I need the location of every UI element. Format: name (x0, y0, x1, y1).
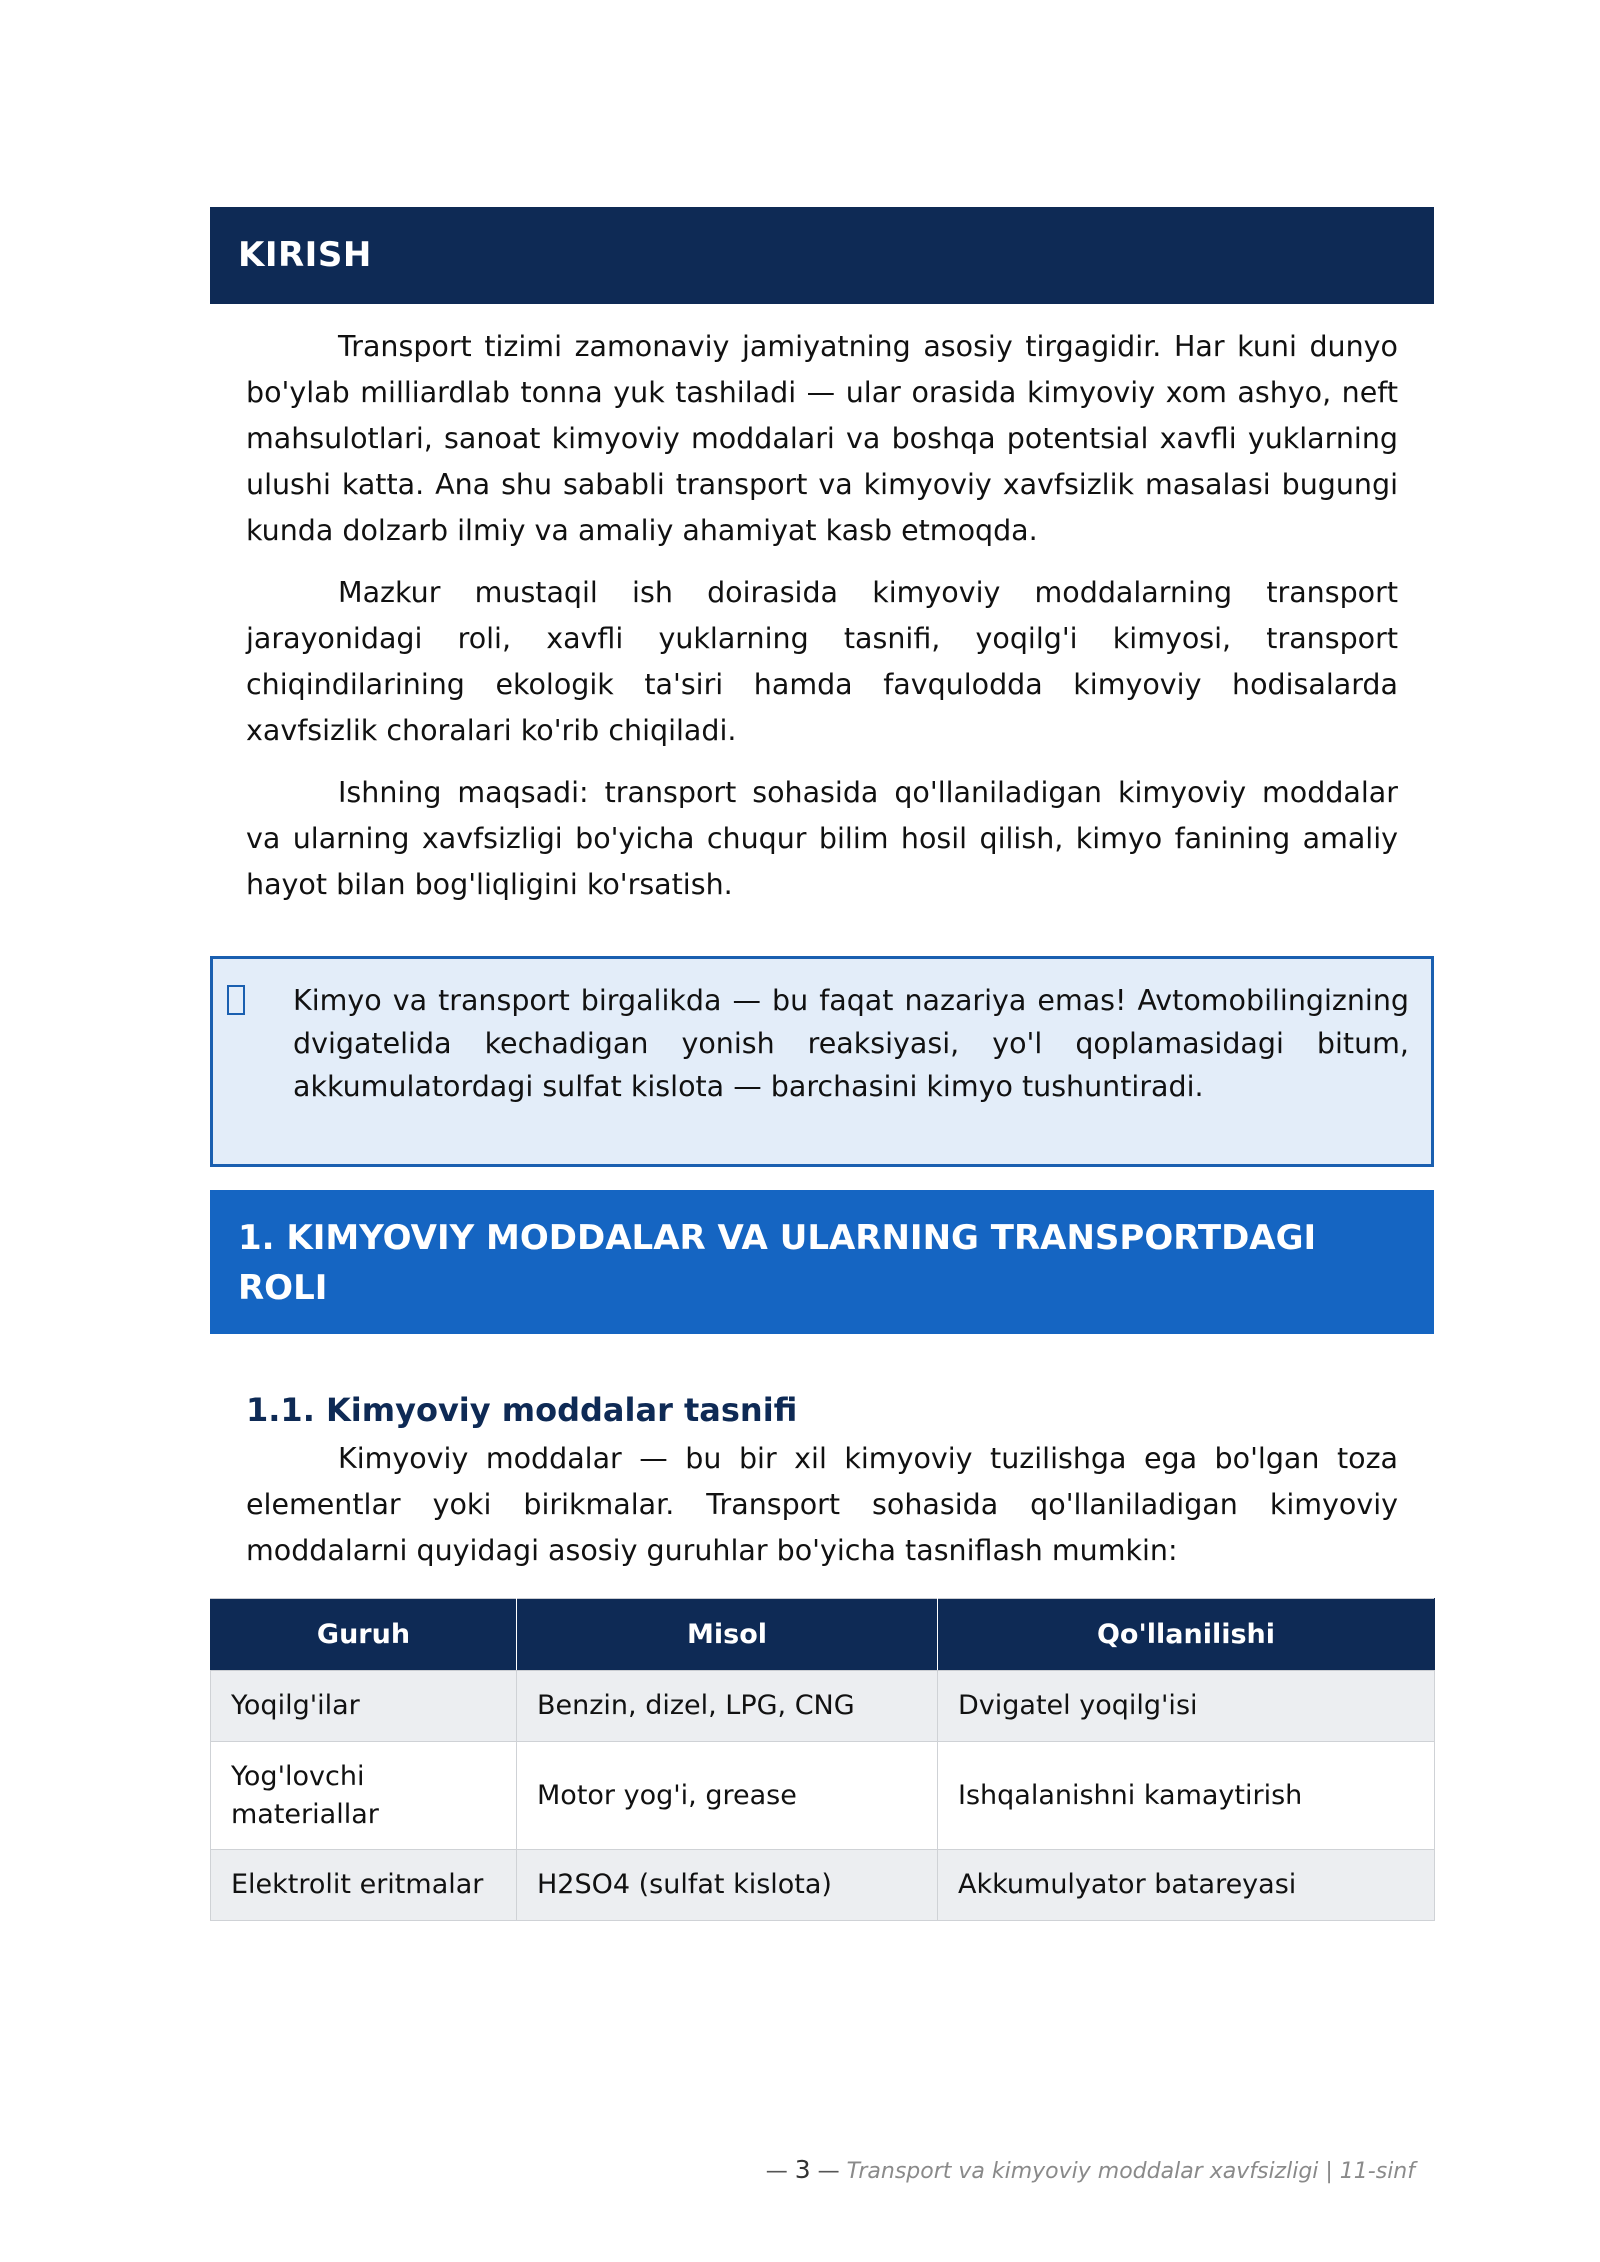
footer-dash: — (817, 2159, 840, 2184)
table-row (211, 1850, 1435, 1921)
intro-paragraph-1: Transport tizimi zamonaviy jamiyatning asosiy tirgagidir. Har kuni dunyo bo'ylab milliardlab tonna yuk tashiladi — ular orasida kimyoviy xom ashyo, neft mahsulotlari, sanoat kimyoviy moddalari va boshqa potentsial xavfli yuklarning ulushi katta. Ana shu sababli transport va kimyoviy xavfsizlik masalasi bugungi kunda dolzarb ilmiy va amaliy ahamiyat kasb etmoqda. (246, 330, 1398, 547)
intro-paragraph-2: Mazkur mustaqil ish doirasida kimyoviy moddalarning transport jarayonidagi roli, xavfli yuklarning tasnifi, yoqilg'i kimyosi, transport chiqindilarining ekologik ta'siri hamda favqulodda kimyoviy hodisalarda xavfsizlik choralari ko'rib chiqiladi. (246, 576, 1398, 747)
section-1-heading-line-2: ROLI (238, 1268, 328, 1308)
page-number: 3 (794, 2155, 811, 2184)
table-cell: Elektrolit eritmalar (211, 1850, 517, 1921)
info-icon (227, 985, 245, 1015)
footer-title: Transport va kimyoviy moddalar xavfsizligi | 11-sinf (846, 2159, 1415, 2184)
section-1-paragraph: Kimyoviy moddalar — bu bir xil kimyoviy tuzilishga ega bo'lgan toza elementlar yoki birikmalar. Transport sohasida qo'llaniladigan kimyoviy moddalarni quyidagi asosiy guruhlar bo'yicha tasniflash mumkin: (246, 1442, 1398, 1567)
page-footer (766, 2155, 1415, 2184)
table-cell: Benzin, dizel, LPG, CNG (517, 1671, 938, 1742)
section-1-heading-line-1: 1. KIMYOVIY MODDALAR VA ULARNING TRANSPORTDAGI (238, 1218, 1317, 1258)
table-cell: Yoqilg'ilar (211, 1671, 517, 1742)
table-header-row (211, 1599, 1435, 1671)
intro-body (210, 324, 1434, 908)
page (210, 207, 1434, 1921)
table-header-cell: Qo'llanilishi (938, 1599, 1435, 1671)
table-cell: Yog'lovchi materiallar (211, 1742, 517, 1850)
section-1-body (210, 1436, 1434, 1574)
table-header-cell: Guruh (211, 1599, 517, 1671)
footer-dash: — (765, 2159, 788, 2184)
info-callout (210, 956, 1434, 1167)
section-1-heading (210, 1190, 1434, 1334)
table-cell: Akkumulyator batareyasi (938, 1850, 1435, 1921)
classification-table (210, 1598, 1435, 1921)
table-header-cell: Misol (517, 1599, 938, 1671)
table-cell: H2SO4 (sulfat kislota) (517, 1850, 938, 1921)
callout-text: Kimyo va transport birgalikda — bu faqat nazariya emas! Avtomobilingizning dvigatelida kechadigan yonish reaksiyasi, yo'l qoplamasidagi bitum, akkumulatordagi sulfat kislota — barchasini kimyo tushuntiradi. (293, 984, 1409, 1103)
table-cell: Motor yog'i, grease (517, 1742, 938, 1850)
table-row (211, 1671, 1435, 1742)
intro-paragraph-3: Ishning maqsadi: transport sohasida qo'llaniladigan kimyoviy moddalar va ularning xavfsizligi bo'yicha chuqur bilim hosil qilish, kimyo fanining amaliy hayot bilan bog'liqligini ko'rsatish. (246, 776, 1398, 901)
subsection-heading: 1.1. Kimyoviy moddalar tasnifi (246, 1391, 798, 1429)
table-cell: Ishqalanishni kamaytirish (938, 1742, 1435, 1850)
table-cell: Dvigatel yoqilg'isi (938, 1671, 1435, 1742)
intro-heading: KIRISH (210, 207, 1434, 304)
table-row (211, 1742, 1435, 1850)
